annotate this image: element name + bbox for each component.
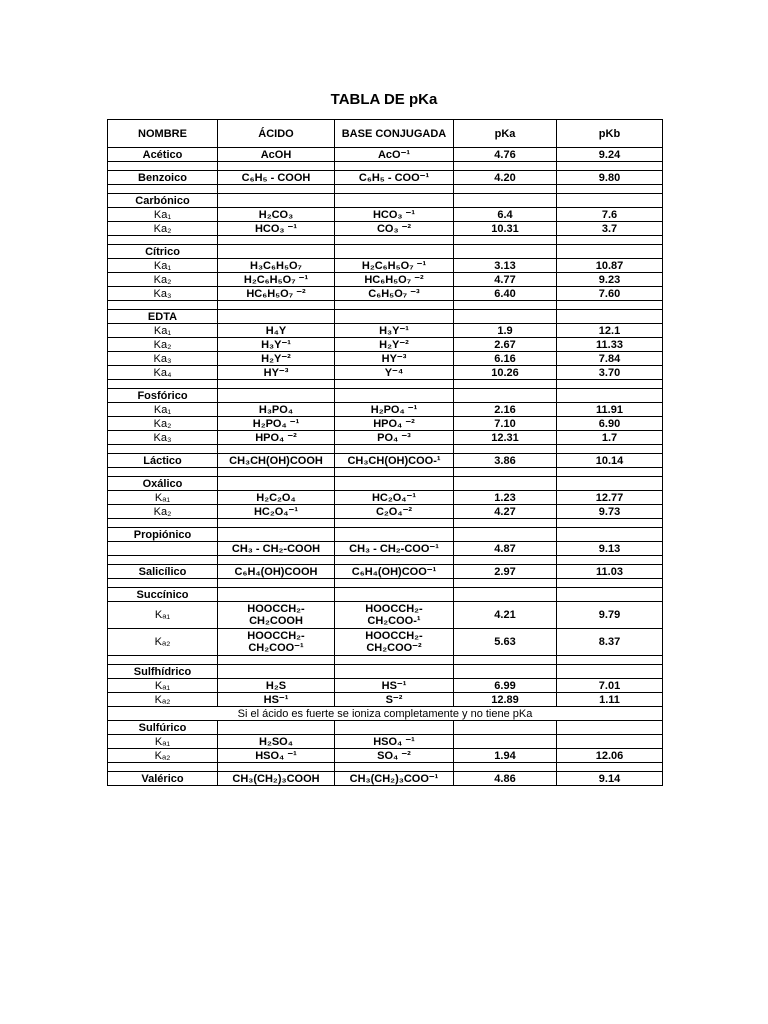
spacer-cell [557,519,663,528]
cell-pkb: 1.11 [557,693,663,707]
cell-nombre: Valérico [108,772,218,786]
spacer-cell [218,519,335,528]
table-row [108,287,663,301]
spacer-cell [454,763,557,772]
table-row [108,245,663,259]
cell-acido: AcOH [218,148,335,162]
spacer-cell [108,236,218,245]
cell-acido [218,528,335,542]
spacer-cell [335,579,454,588]
page-title: TABLA DE pKa [330,91,438,108]
cell-pkb: 9.23 [557,273,663,287]
cell-pka: 6.16 [454,352,557,366]
cell-pka [454,735,557,749]
table-row [108,491,663,505]
table-row [108,579,663,588]
cell-acido: HS⁻¹ [218,693,335,707]
table-row [108,366,663,380]
table-row [108,431,663,445]
cell-base-conjugada [335,477,454,491]
spacer-cell [335,162,454,171]
cell-base-conjugada [335,245,454,259]
table-row [108,505,663,519]
cell-nombre: Salicílico [108,565,218,579]
table-row [108,477,663,491]
cell-acido: H₂CO₃ [218,208,335,222]
cell-base-conjugada: CO₃ ⁻² [335,222,454,236]
cell-acido [218,721,335,735]
cell-nombre: Kₐ₂ [108,749,218,763]
table-row [108,208,663,222]
cell-pkb: 3.70 [557,366,663,380]
cell-acido [218,194,335,208]
cell-pkb: 9.13 [557,542,663,556]
cell-acido: CH₃CH(OH)COOH [218,454,335,468]
table-row [108,185,663,194]
spacer-cell [108,556,218,565]
table-row [108,148,663,162]
cell-nombre: Ka₃ [108,431,218,445]
spacer-cell [218,236,335,245]
cell-pka: 10.26 [454,366,557,380]
cell-pkb: 9.79 [557,602,663,629]
cell-base-conjugada: C₆H₅ - COO⁻¹ [335,171,454,185]
cell-acido: HC₂O₄⁻¹ [218,505,335,519]
cell-acido: H₂C₂O₄ [218,491,335,505]
cell-nombre: Láctico [108,454,218,468]
spacer-cell [335,236,454,245]
cell-pka [454,721,557,735]
cell-acido: H₂Y⁻² [218,352,335,366]
table-row [108,721,663,735]
cell-acido [218,588,335,602]
cell-base-conjugada: CH₃CH(OH)COO-¹ [335,454,454,468]
cell-acido: HSO₄ ⁻¹ [218,749,335,763]
table-row [108,468,663,477]
table-row [108,236,663,245]
table-row [108,772,663,786]
table-row [108,454,663,468]
cell-acido: HPO₄ ⁻² [218,431,335,445]
cell-base-conjugada: C₆H₄(OH)COO⁻¹ [335,565,454,579]
table-row [108,310,663,324]
cell-base-conjugada [335,389,454,403]
cell-pka: 10.31 [454,222,557,236]
cell-nombre: Propiónico [108,528,218,542]
cell-nombre: Cítrico [108,245,218,259]
spacer-cell [557,656,663,665]
cell-pkb: 12.1 [557,324,663,338]
cell-acido [218,245,335,259]
cell-pka [454,665,557,679]
spacer-cell [108,656,218,665]
cell-pka [454,310,557,324]
cell-base-conjugada: HC₆H₅O₇ ⁻² [335,273,454,287]
cell-pka: 4.77 [454,273,557,287]
spacer-cell [108,185,218,194]
cell-base-conjugada: HS⁻¹ [335,679,454,693]
cell-pka: 4.20 [454,171,557,185]
table-row [108,556,663,565]
spacer-cell [218,301,335,310]
cell-nombre: Kₐ₁ [108,679,218,693]
cell-acido: CH₃ - CH₂-COOH [218,542,335,556]
spacer-cell [108,162,218,171]
cell-pka: 7.10 [454,417,557,431]
spacer-cell [335,519,454,528]
cell-acido: HOOCCH₂- CH₂COO⁻¹ [218,629,335,656]
table-row [108,222,663,236]
spacer-cell [218,162,335,171]
cell-nombre: Kₐ₁ [108,602,218,629]
spacer-cell [335,468,454,477]
cell-pka: 3.86 [454,454,557,468]
note-text: Si el ácido es fuerte se ioniza completamente y no tiene pKa [108,707,663,721]
spacer-cell [557,185,663,194]
spacer-cell [218,468,335,477]
spacer-cell [218,380,335,389]
cell-pkb: 7.60 [557,287,663,301]
cell-acido: C₆H₄(OH)COOH [218,565,335,579]
spacer-cell [454,185,557,194]
cell-base-conjugada [335,194,454,208]
table-row [108,162,663,171]
spacer-cell [557,445,663,454]
table-row [108,693,663,707]
spacer-cell [218,445,335,454]
cell-base-conjugada: SO₄ ⁻² [335,749,454,763]
header-nombre: NOMBRE [108,120,218,148]
cell-nombre: Succínico [108,588,218,602]
cell-pka: 4.21 [454,602,557,629]
spacer-cell [454,380,557,389]
cell-pka: 1.23 [454,491,557,505]
cell-nombre: Ka₂ [108,273,218,287]
cell-base-conjugada: H₃Y⁻¹ [335,324,454,338]
header-acido: ÁCIDO [218,120,335,148]
cell-pka [454,389,557,403]
cell-acido: HC₆H₅O₇ ⁻² [218,287,335,301]
cell-pkb: 12.06 [557,749,663,763]
cell-pka: 2.16 [454,403,557,417]
cell-pka: 4.86 [454,772,557,786]
table-row [108,352,663,366]
cell-pkb: 7.6 [557,208,663,222]
table-row [108,273,663,287]
cell-pkb [557,477,663,491]
cell-pka: 4.27 [454,505,557,519]
cell-base-conjugada [335,721,454,735]
cell-acido: HOOCCH₂- CH₂COOH [218,602,335,629]
cell-pka: 6.99 [454,679,557,693]
table-row [108,528,663,542]
cell-base-conjugada [335,665,454,679]
cell-nombre: Ka₁ [108,324,218,338]
cell-base-conjugada: HOOCCH₂- CH₂COO-¹ [335,602,454,629]
cell-pkb: 11.03 [557,565,663,579]
cell-nombre: Kₐ₁ [108,491,218,505]
spacer-cell [454,445,557,454]
spacer-cell [218,579,335,588]
table-row [108,679,663,693]
cell-pka: 12.31 [454,431,557,445]
spacer-cell [218,763,335,772]
spacer-cell [454,579,557,588]
table-row [108,259,663,273]
cell-pkb: 9.24 [557,148,663,162]
table-row [108,389,663,403]
spacer-cell [108,445,218,454]
cell-pkb [557,588,663,602]
cell-acido [218,477,335,491]
cell-nombre: Kₐ₂ [108,693,218,707]
cell-pkb [557,310,663,324]
cell-base-conjugada: HOOCCH₂- CH₂COO⁻² [335,629,454,656]
spacer-cell [454,519,557,528]
cell-nombre: Ka₃ [108,287,218,301]
cell-pka: 1.94 [454,749,557,763]
cell-nombre: Ka₂ [108,505,218,519]
cell-pka: 1.9 [454,324,557,338]
cell-pka: 6.4 [454,208,557,222]
cell-acido [218,389,335,403]
cell-base-conjugada: PO₄ ⁻³ [335,431,454,445]
cell-pkb [557,245,663,259]
cell-base-conjugada: C₂O₄⁻² [335,505,454,519]
cell-pkb: 3.7 [557,222,663,236]
spacer-cell [108,519,218,528]
cell-acido: H₄Y [218,324,335,338]
header-pka: pKa [454,120,557,148]
spacer-cell [218,556,335,565]
table-row [108,403,663,417]
spacer-cell [557,236,663,245]
cell-pkb: 6.90 [557,417,663,431]
table-row [108,588,663,602]
table-row [108,445,663,454]
cell-nombre: Carbónico [108,194,218,208]
cell-base-conjugada: HPO₄ ⁻² [335,417,454,431]
cell-base-conjugada: S⁻² [335,693,454,707]
cell-pkb [557,389,663,403]
cell-pkb [557,721,663,735]
cell-acido: H₃C₆H₅O₇ [218,259,335,273]
spacer-cell [335,763,454,772]
table-row [108,171,663,185]
cell-pka [454,588,557,602]
cell-pka: 4.87 [454,542,557,556]
spacer-cell [335,185,454,194]
header-base-conjugada: BASE CONJUGADA [335,120,454,148]
cell-pkb: 11.91 [557,403,663,417]
cell-acido: H₂SO₄ [218,735,335,749]
spacer-cell [454,236,557,245]
cell-base-conjugada: H₂C₆H₅O₇ ⁻¹ [335,259,454,273]
cell-pkb [557,735,663,749]
cell-acido [218,665,335,679]
header-row [108,120,663,148]
cell-pka: 2.67 [454,338,557,352]
cell-pkb: 9.80 [557,171,663,185]
spacer-cell [557,556,663,565]
cell-nombre: Oxálico [108,477,218,491]
cell-pka: 2.97 [454,565,557,579]
cell-nombre: Ka₁ [108,259,218,273]
cell-acido: H₂S [218,679,335,693]
cell-pkb [557,528,663,542]
spacer-cell [335,556,454,565]
cell-base-conjugada: CH₃(CH₂)₃COO⁻¹ [335,772,454,786]
cell-nombre: Kₐ₂ [108,629,218,656]
spacer-cell [557,579,663,588]
table-row [108,665,663,679]
cell-nombre: Fosfórico [108,389,218,403]
spacer-cell [454,301,557,310]
table-row [108,763,663,772]
cell-base-conjugada [335,310,454,324]
cell-pka [454,477,557,491]
spacer-cell [218,656,335,665]
table-row [108,707,663,721]
cell-pka: 4.76 [454,148,557,162]
cell-pkb [557,194,663,208]
cell-base-conjugada: Y⁻⁴ [335,366,454,380]
cell-nombre: Benzoico [108,171,218,185]
table-row [108,735,663,749]
spacer-cell [454,162,557,171]
cell-nombre: Kₐ₁ [108,735,218,749]
cell-nombre: Ka₃ [108,352,218,366]
cell-nombre: Ka₄ [108,366,218,380]
cell-pkb [557,665,663,679]
cell-pkb: 7.84 [557,352,663,366]
spacer-cell [557,380,663,389]
cell-acido: C₆H₅ - COOH [218,171,335,185]
spacer-cell [454,656,557,665]
spacer-cell [108,380,218,389]
header-pkb: pKb [557,120,663,148]
spacer-cell [557,468,663,477]
cell-nombre: Ka₂ [108,338,218,352]
cell-pkb: 10.87 [557,259,663,273]
cell-pkb: 7.01 [557,679,663,693]
table-row [108,324,663,338]
cell-base-conjugada: C₆H₅O₇ ⁻³ [335,287,454,301]
table-row [108,194,663,208]
cell-base-conjugada: AcO⁻¹ [335,148,454,162]
pka-table [107,119,663,786]
cell-pkb: 9.14 [557,772,663,786]
cell-acido: H₂C₆H₅O₇ ⁻¹ [218,273,335,287]
cell-pka: 6.40 [454,287,557,301]
cell-base-conjugada: HC₂O₄⁻¹ [335,491,454,505]
cell-acido: H₃PO₄ [218,403,335,417]
cell-base-conjugada: H₂PO₄ ⁻¹ [335,403,454,417]
cell-nombre: Ka₁ [108,208,218,222]
cell-pka [454,528,557,542]
cell-pkb: 9.73 [557,505,663,519]
cell-pka: 12.89 [454,693,557,707]
cell-nombre: EDTA [108,310,218,324]
table-row [108,565,663,579]
cell-acido: CH₃(CH₂)₃COOH [218,772,335,786]
spacer-cell [108,301,218,310]
cell-nombre: Sulfúrico [108,721,218,735]
spacer-cell [108,468,218,477]
cell-pka: 3.13 [454,259,557,273]
spacer-cell [335,445,454,454]
cell-pka: 5.63 [454,629,557,656]
cell-nombre: Ka₁ [108,403,218,417]
cell-acido: H₂PO₄ ⁻¹ [218,417,335,431]
table-row [108,417,663,431]
cell-base-conjugada: H₂Y⁻² [335,338,454,352]
table-row [108,519,663,528]
table-row [108,301,663,310]
table-body [108,148,663,786]
cell-pkb: 10.14 [557,454,663,468]
table-row [108,629,663,656]
cell-nombre: Acético [108,148,218,162]
cell-base-conjugada: HSO₄ ⁻¹ [335,735,454,749]
cell-pkb: 1.7 [557,431,663,445]
cell-acido: HY⁻³ [218,366,335,380]
cell-pkb: 12.77 [557,491,663,505]
cell-base-conjugada [335,588,454,602]
table-row [108,656,663,665]
spacer-cell [335,656,454,665]
cell-nombre [108,542,218,556]
spacer-cell [454,468,557,477]
cell-acido: HCO₃ ⁻¹ [218,222,335,236]
table-row [108,338,663,352]
spacer-cell [557,763,663,772]
cell-pkb: 11.33 [557,338,663,352]
cell-pka [454,194,557,208]
spacer-cell [557,162,663,171]
cell-base-conjugada [335,528,454,542]
table-row [108,749,663,763]
table-row [108,602,663,629]
table-row [108,542,663,556]
spacer-cell [108,579,218,588]
table-row [108,380,663,389]
cell-nombre: Ka₂ [108,222,218,236]
cell-base-conjugada: CH₃ - CH₂-COO⁻¹ [335,542,454,556]
spacer-cell [218,185,335,194]
cell-pkb: 8.37 [557,629,663,656]
cell-nombre: Ka₂ [108,417,218,431]
cell-base-conjugada: HY⁻³ [335,352,454,366]
cell-nombre: Sulfhídrico [108,665,218,679]
cell-base-conjugada: HCO₃ ⁻¹ [335,208,454,222]
spacer-cell [454,556,557,565]
cell-acido [218,310,335,324]
cell-acido: H₃Y⁻¹ [218,338,335,352]
spacer-cell [335,301,454,310]
spacer-cell [108,763,218,772]
cell-pka [454,245,557,259]
spacer-cell [335,380,454,389]
spacer-cell [557,301,663,310]
